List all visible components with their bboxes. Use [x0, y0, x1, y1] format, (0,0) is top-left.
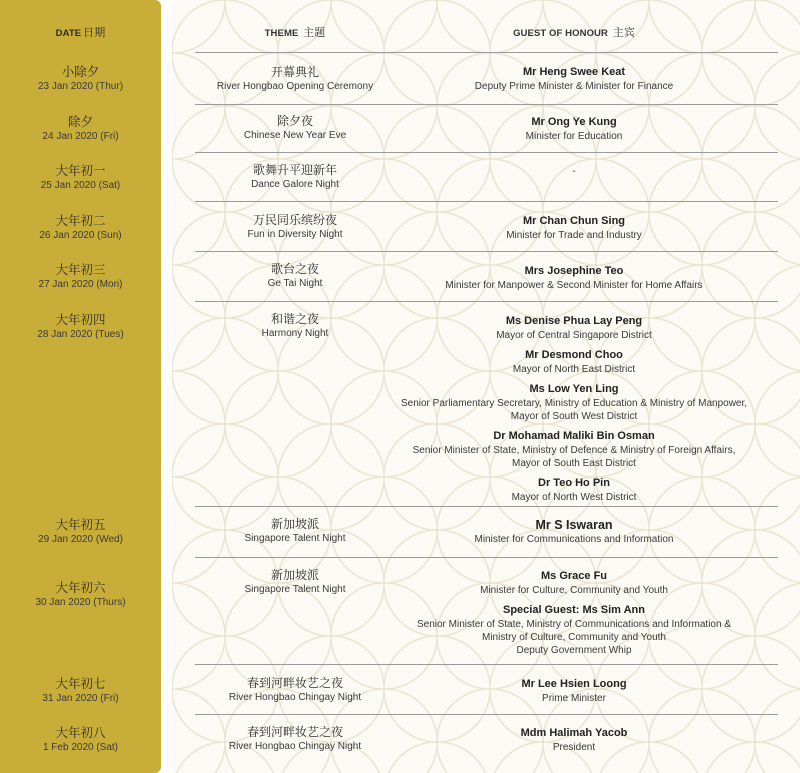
date-cell [0, 163, 161, 193]
theme-cell [215, 163, 375, 192]
guest-name: Mrs Josephine Teo [524, 265, 624, 277]
date-cell [0, 262, 161, 292]
guest-name: Mr Chan Chun Sing [522, 215, 626, 227]
guest-role: Minister for Education [525, 131, 623, 142]
theme-cell [215, 65, 375, 94]
guest-cell [370, 517, 778, 546]
theme-cell [215, 213, 375, 242]
date-en: 1 Feb 2020 (Sat) [42, 742, 119, 753]
guest-name: Ms Low Yen Ling [529, 383, 619, 395]
guest-role: Mayor of North East District [512, 364, 636, 375]
header-theme-en: THEME [264, 28, 299, 39]
theme-zh: 新加坡派 [270, 568, 319, 582]
guest-role: Mayor of South East District [512, 458, 636, 469]
guest-name: Mr Ong Ye Kung [531, 116, 617, 128]
theme-cell [215, 312, 375, 341]
date-en: 26 Jan 2020 (Sun) [39, 230, 122, 241]
guest-cell [370, 214, 778, 242]
guest-role-none: - [572, 166, 576, 177]
guest-role: Ministry of Culture, Community and Youth [482, 632, 666, 643]
theme-en: River Hongbao Chingay Night [228, 692, 362, 703]
row-divider [195, 104, 778, 105]
date-cell [0, 580, 161, 610]
theme-en: Singapore Talent Night [244, 584, 346, 595]
theme-zh: 歌舞升平迎新年 [252, 163, 337, 177]
theme-en: Ge Tai Night [267, 278, 323, 289]
theme-zh: 新加坡派 [270, 517, 319, 531]
theme-en: Singapore Talent Night [244, 533, 346, 544]
theme-cell [215, 517, 375, 546]
theme-en: Dance Galore Night [251, 179, 339, 190]
theme-cell [215, 114, 375, 143]
date-cell [0, 312, 161, 342]
guest-role: Senior Minister of State, Ministry of Defence & Ministry of Foreign Affairs, [412, 445, 736, 456]
date-en: 27 Jan 2020 (Mon) [38, 279, 123, 290]
row-divider [195, 201, 778, 202]
date-cell [0, 64, 161, 94]
guest-name: Special Guest: Ms Sim Ann [502, 604, 645, 616]
guest-role: Prime Minister [542, 693, 606, 704]
guest-role: Minister for Culture, Community and Youth [480, 585, 668, 596]
header-date-zh: 日期 [83, 26, 106, 39]
date-zh: 小除夕 [61, 64, 100, 79]
guest-role: Senior Parliamentary Secretary, Ministry of Education & Ministry of Manpower, [400, 398, 748, 409]
guest-cell [370, 314, 778, 504]
guest-name: Ms Denise Phua Lay Peng [505, 315, 643, 327]
theme-en: Harmony Night [261, 328, 329, 339]
guest-cell [370, 115, 778, 143]
date-zh: 大年初三 [55, 262, 106, 277]
theme-en: Chinese New Year Eve [243, 130, 347, 141]
theme-en: River Hongbao Opening Ceremony [216, 81, 374, 92]
date-en: 31 Jan 2020 (Fri) [42, 693, 119, 704]
guest-cell [370, 726, 778, 754]
guest-role: Deputy Prime Minister & Minister for Finance [474, 81, 674, 92]
date-en: 23 Jan 2020 (Thur) [37, 81, 124, 92]
header-theme-zh: 主题 [303, 26, 326, 39]
guest-cell [370, 165, 778, 178]
date-en: 25 Jan 2020 (Sat) [40, 180, 121, 191]
guest-name: Mr Heng Swee Keat [522, 66, 626, 78]
header-guest [370, 24, 778, 40]
guest-role: Minister for Trade and Industry [506, 230, 642, 241]
theme-zh: 春到河畔妆艺之夜 [246, 725, 343, 739]
header-guest-zh: 主宾 [612, 26, 635, 39]
theme-cell [215, 568, 375, 597]
guest-cell [370, 677, 778, 705]
row-divider [195, 52, 778, 53]
date-zh: 大年初二 [55, 213, 106, 228]
theme-en: Fun in Diversity Night [247, 229, 343, 240]
theme-cell [215, 725, 375, 754]
date-en: 24 Jan 2020 (Fri) [42, 131, 119, 142]
theme-zh: 万民同乐缤纷夜 [252, 213, 337, 227]
guest-name: Mr S Iswaran [535, 518, 613, 532]
theme-zh: 歌台之夜 [270, 262, 319, 276]
guest-name: Mr Lee Hsien Loong [521, 678, 627, 690]
guest-role: Mayor of South West District [510, 411, 638, 422]
theme-cell [215, 262, 375, 291]
date-cell [0, 517, 161, 547]
date-zh: 大年初八 [55, 725, 106, 740]
date-cell [0, 676, 161, 706]
theme-cell [215, 676, 375, 705]
date-zh: 大年初四 [55, 312, 106, 327]
row-divider [195, 714, 778, 715]
guest-role: Minister for Communications and Information [474, 534, 674, 545]
header-theme [230, 24, 360, 40]
guest-name: Mr Desmond Choo [525, 349, 623, 361]
date-en: 30 Jan 2020 (Thurs) [35, 597, 126, 608]
row-divider [195, 557, 778, 558]
guest-cell [370, 569, 778, 657]
date-cell [0, 114, 161, 144]
date-zh: 大年初一 [55, 163, 106, 178]
date-zh: 大年初六 [55, 580, 106, 595]
header-date [0, 24, 161, 40]
guest-cell [370, 65, 778, 93]
guest-name: Mdm Halimah Yacob [520, 727, 628, 739]
theme-en: River Hongbao Chingay Night [228, 741, 362, 752]
theme-zh: 和谐之夜 [270, 312, 319, 326]
header-guest-en: GUEST OF HONOUR [513, 28, 608, 39]
guest-role: Mayor of Central Singapore District [496, 330, 652, 341]
date-en: 28 Jan 2020 (Tues) [37, 329, 124, 340]
row-divider [195, 506, 778, 507]
row-divider [195, 301, 778, 302]
guest-role: Deputy Government Whip [516, 645, 632, 656]
guest-name: Dr Teo Ho Pin [538, 477, 610, 489]
row-divider [195, 152, 778, 153]
theme-zh: 春到河畔妆艺之夜 [246, 676, 343, 690]
guest-role: Senior Minister of State, Ministry of Communications and Information & [416, 619, 732, 630]
date-en: 29 Jan 2020 (Wed) [38, 534, 123, 545]
header-date-en: DATE [55, 28, 82, 39]
guest-cell [370, 264, 778, 292]
guest-name: Dr Mohamad Maliki Bin Osman [493, 430, 655, 442]
date-cell [0, 213, 161, 243]
row-divider [195, 251, 778, 252]
date-zh: 大年初五 [55, 517, 106, 532]
date-zh: 除夕 [67, 114, 93, 129]
date-cell [0, 725, 161, 755]
theme-zh: 开幕典礼 [270, 65, 319, 79]
theme-zh: 除夕夜 [276, 114, 313, 128]
guest-role: Mayor of North West District [511, 492, 637, 503]
date-zh: 大年初七 [55, 676, 106, 691]
guest-role: Minister for Manpower & Second Minister for Home Affairs [445, 280, 703, 291]
guest-name: Ms Grace Fu [540, 570, 608, 582]
row-divider [195, 664, 778, 665]
guest-role: President [552, 742, 596, 753]
